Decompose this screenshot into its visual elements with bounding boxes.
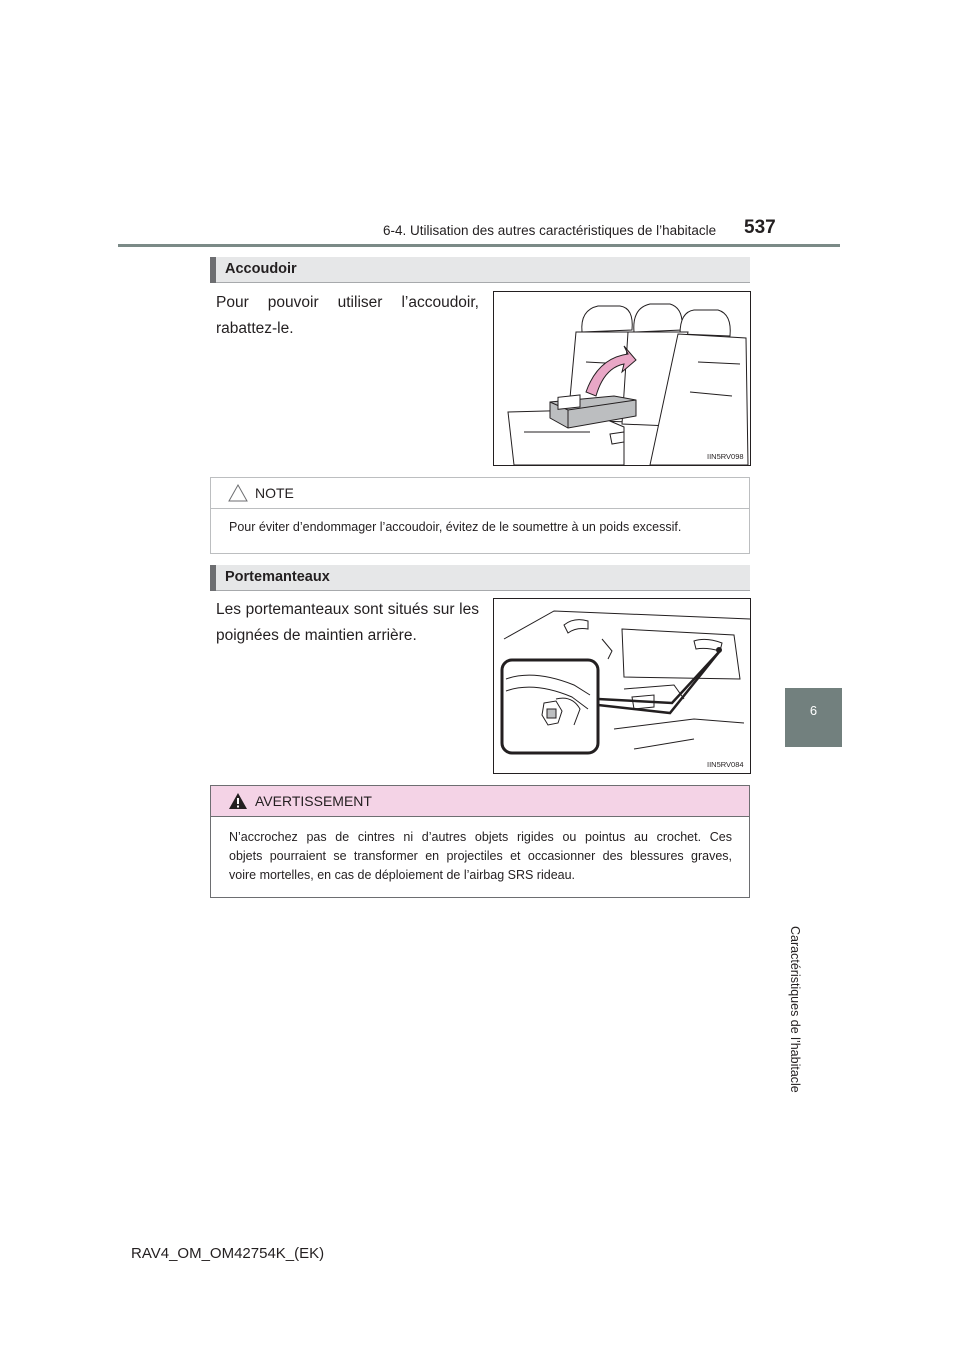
caution-triangle-icon	[227, 483, 249, 503]
armrest-line-2: rabattez-le.	[216, 320, 294, 337]
note-title: NOTE	[255, 485, 294, 501]
armrest-line-1: Pour pouvoir utiliser l’accoudoir,	[216, 294, 479, 311]
hooks-line-2: poignées de maintien arrière.	[216, 627, 417, 644]
header-rule	[118, 244, 840, 247]
chapter-side-label	[781, 758, 811, 1093]
section-header-armrest	[210, 257, 750, 283]
note-text: Pour éviter d’endommager l’accoudoir, évitez de le soumettre à un poids excessif.	[229, 520, 682, 534]
warning-header	[211, 786, 749, 817]
armrest-illustration	[493, 291, 751, 466]
footer-code: RAV4_OM_OM42754K_(EK)	[131, 1245, 325, 1262]
note-box	[210, 477, 750, 554]
warning-line-1: N’accrochez pas de cintres ni d’autres objets rigides ou pointus au crochet. Ces	[229, 830, 732, 844]
coat-hook-illustration	[493, 598, 751, 774]
section-header-hooks	[210, 565, 750, 591]
armrest-paragraph	[216, 290, 479, 342]
section-title-hooks: Portemanteaux	[225, 569, 330, 585]
page-number: 537	[744, 217, 776, 238]
chapter-side-label-text: Caractéristiques de l’habitacle	[788, 926, 802, 1093]
rear-seat-armrest-drawing	[494, 292, 750, 465]
note-header	[211, 478, 749, 509]
warning-box	[210, 785, 750, 898]
warning-text	[229, 828, 732, 885]
chapter-number: 6	[809, 703, 818, 718]
figure-code-armrest: IIN5RV098	[707, 452, 744, 461]
section-marker	[210, 565, 216, 591]
warning-title: AVERTISSEMENT	[255, 793, 372, 809]
hooks-line-1: Les portemanteaux sont situés sur les	[216, 601, 479, 618]
coat-hook-drawing	[494, 599, 750, 773]
warning-line-2: objets pourraient se transformer en projectiles et occasionner des blessures graves,	[229, 849, 732, 863]
section-title-armrest: Accoudoir	[225, 261, 297, 277]
warning-triangle-icon	[227, 791, 249, 811]
warning-line-3: voire mortelles, en cas de déploiement de l’airbag SRS rideau.	[229, 868, 576, 882]
hooks-paragraph	[216, 597, 479, 649]
section-marker	[210, 257, 216, 283]
figure-code-hooks: IIN5RV084	[707, 760, 744, 769]
running-header-title: 6-4. Utilisation des autres caractéristiques de l’habitacle	[383, 223, 717, 238]
